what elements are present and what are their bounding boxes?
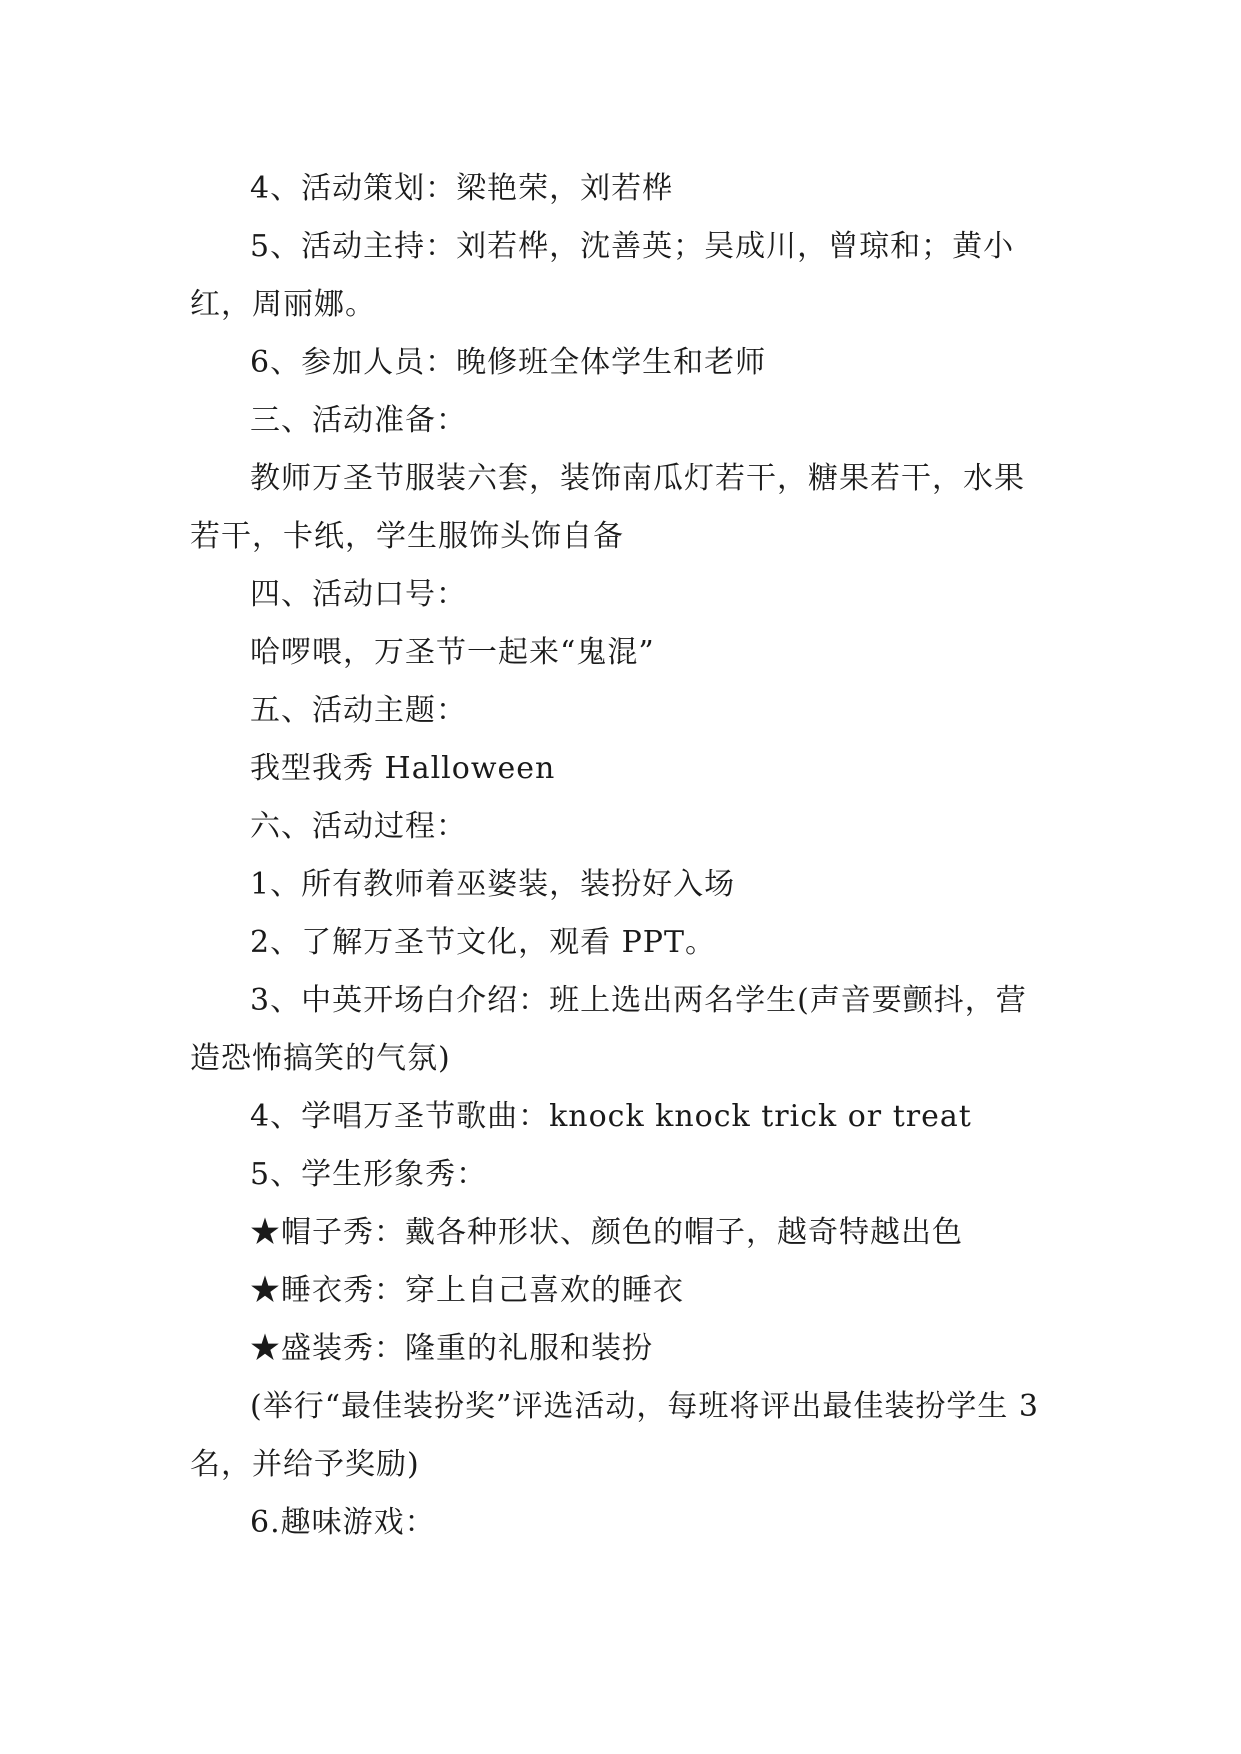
paragraph-step-4: 4、学唱万圣节歌曲：knock knock trick or treat	[250, 1099, 972, 1134]
heading-theme: 五、活动主题：	[250, 693, 467, 728]
document-body	[190, 160, 1050, 1552]
paragraph-step-1: 1、所有教师着巫婆装，装扮好入场	[250, 867, 736, 902]
paragraph-costume-show: ★盛装秀：隆重的礼服和装扮	[250, 1331, 653, 1366]
paragraph-theme: 我型我秀 Halloween	[250, 751, 556, 786]
paragraph-step-5: 5、学生形象秀：	[250, 1157, 488, 1192]
heading-preparation: 三、活动准备：	[250, 403, 467, 438]
paragraph-participants: 6、参加人员：晚修班全体学生和老师	[250, 345, 767, 380]
paragraph-pajama-show: ★睡衣秀：穿上自己喜欢的睡衣	[250, 1273, 684, 1308]
paragraph-planning: 4、活动策划：梁艳荣，刘若桦	[250, 171, 674, 206]
heading-process: 六、活动过程：	[250, 809, 467, 844]
paragraph-slogan: 哈啰喂，万圣节一起来“鬼混”	[250, 635, 655, 670]
paragraph-step-6: 6.趣味游戏：	[250, 1505, 436, 1540]
paragraph-hat-show: ★帽子秀：戴各种形状、颜色的帽子，越奇特越出色	[250, 1215, 963, 1250]
paragraph-step-2: 2、了解万圣节文化，观看 PPT。	[250, 925, 717, 960]
paragraph-preparation-items: 教师万圣节服装六套，装饰南瓜灯若干，糖果若干，水果若干，卡纸，学生服饰头饰自备	[190, 461, 1025, 554]
paragraph-step-3: 3、中英开场白介绍：班上选出两名学生(声音要颤抖，营造恐怖搞笑的气氛)	[190, 983, 1027, 1076]
paragraph-hosts: 5、活动主持：刘若桦，沈善英；吴成川，曾琼和；黄小红，周丽娜。	[190, 229, 1015, 322]
paragraph-award-note: (举行“最佳装扮奖”评选活动，每班将评出最佳装扮学生 3 名，并给予奖励)	[190, 1389, 1040, 1482]
heading-slogan: 四、活动口号：	[250, 577, 467, 612]
